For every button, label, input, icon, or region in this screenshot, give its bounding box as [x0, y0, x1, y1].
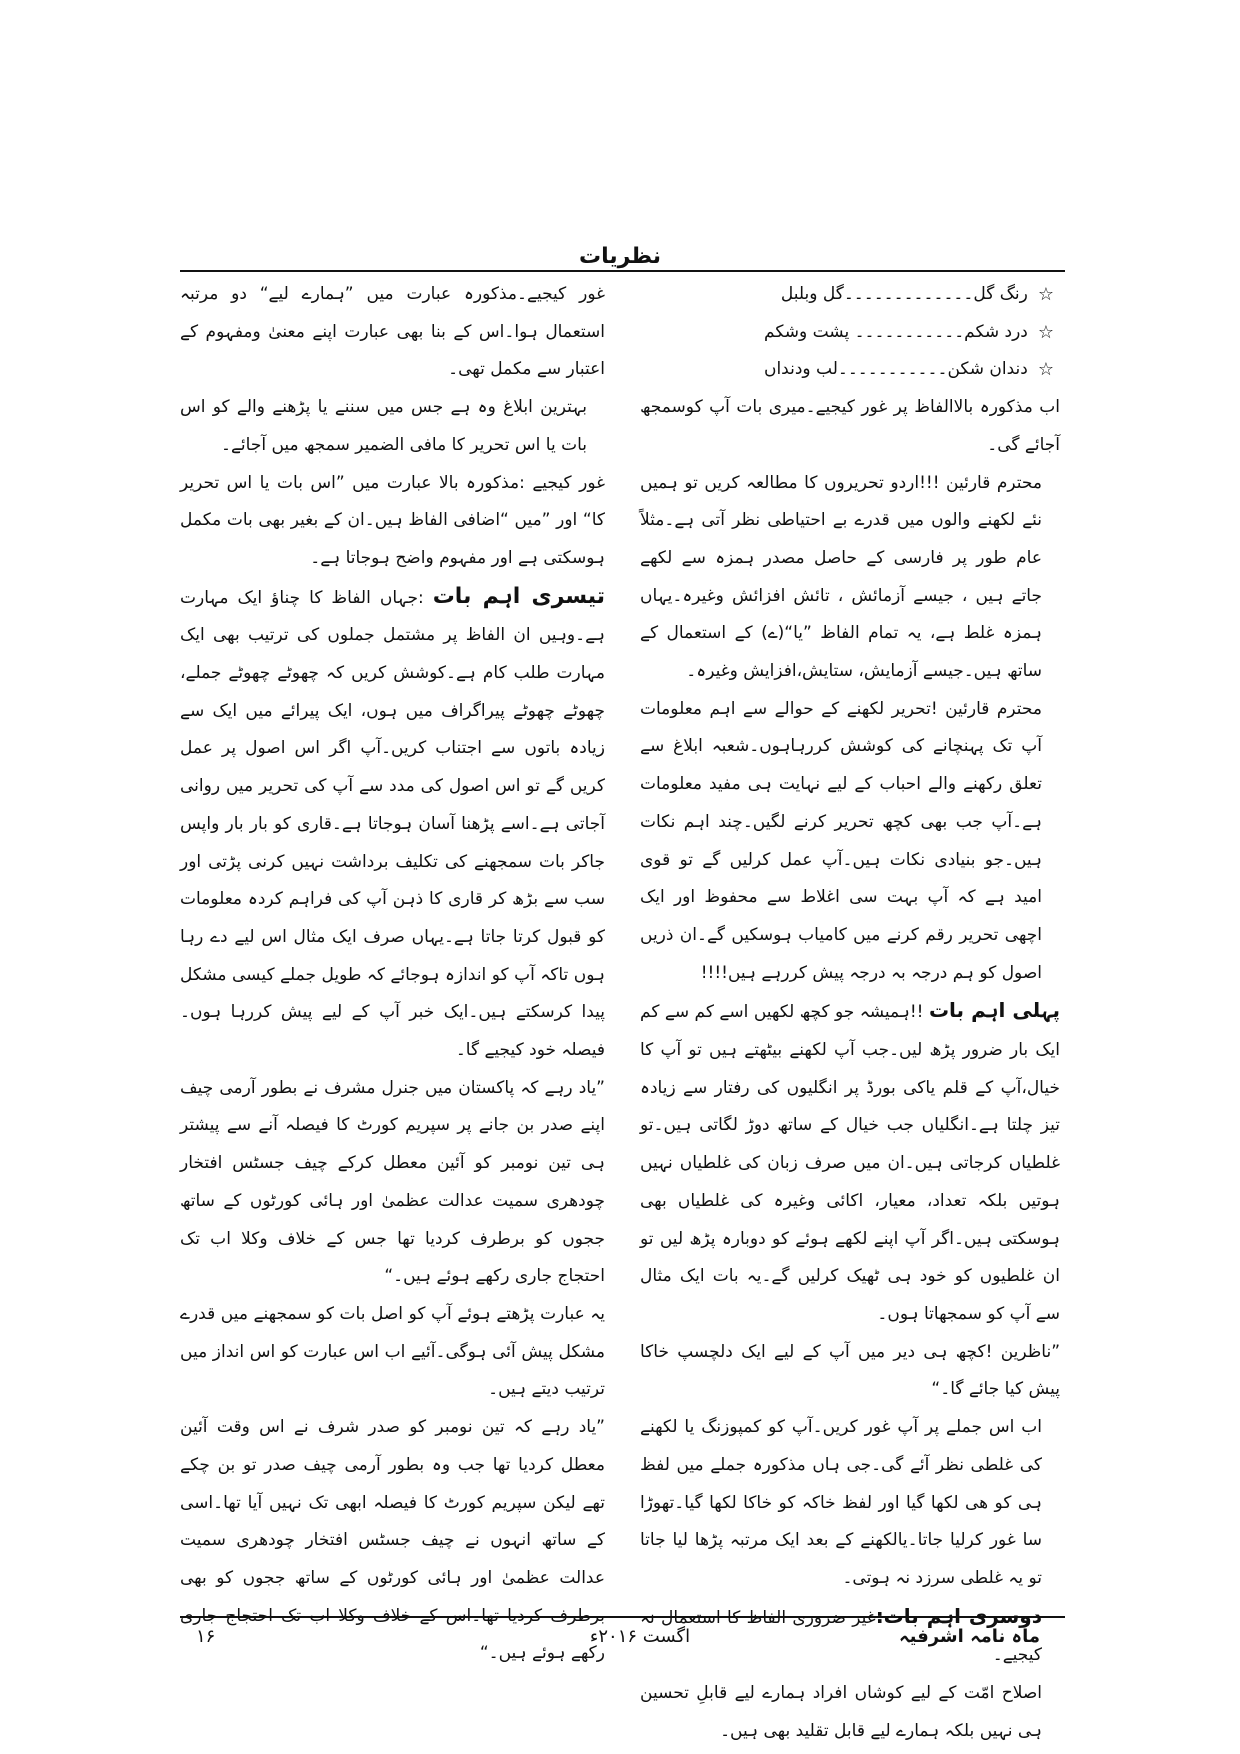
section-heading: تیسری اہم بات — [432, 583, 606, 609]
paragraph: اب اس جملے پر آپ غور کریں۔آپ کو کمپوزنگ یا لکھنے کی غلطی نظر آئے گی۔جی ہاں مذکورہ جملے میں لفظ ہی کو ھی لکھا گیا اور لفظ خاکہ کو خاکا لکھا گیا۔تھوڑا سا غور کرلیا جاتا۔یالکھنے کے بعد ایک مرتبہ پڑھا لیا جاتا تو یہ غلطی سرزد نہ ہوتی۔ — [640, 1417, 1042, 1588]
paragraph: محترم قارئین !!!اردو تحریروں کا مطالعہ کریں تو ہمیں نئے لکھنے والوں میں قدرے بے احتیاطی نظر آتی ہے۔مثلاً عام طور پر فارسی کے حاصل مصدر ہمزہ سے لکھے جاتے ہیں ، جیسے آزمائش ، تائش افزائش وغیرہ۔یہاں ہمزہ غلط ہے، یہ تمام الفاظ ”یا“(ے) کے استعمال کے ساتھ ہیں۔جیسے آزمایش، ستایش،افزایش وغیرہ۔ — [640, 472, 1042, 682]
paragraph: غور کیجیے :مذکورہ بالا عبارت میں ”اس بات یا اس تحریر کا“ اور ”میں “اضافی الفاظ ہیں۔ان کے بغیر بھی بات مکمل ہوسکتی ہے اور مفہوم واضح ہوجاتا ہے۔ — [180, 472, 605, 568]
header-rule — [180, 270, 1065, 272]
paragraph: بہترین ابلاغ وہ ہے جس میں سننے یا پڑھنے والے کو اس بات یا اس تحریر کا مافی الضمیر سمجھ میں آجائے۔ — [180, 397, 587, 455]
section-text: غیر ضروری الفاظ کا استعمال نہ کیجیے۔ — [640, 1607, 1042, 1666]
section-paragraph — [640, 992, 1060, 1333]
right-column — [640, 276, 1060, 1750]
star-outline-icon: ☆ — [1037, 321, 1054, 343]
section-paragraph — [180, 578, 605, 1070]
paragraph: یہ عبارت پڑھتے ہوئے آپ کو اصل بات کو سمجھنے میں قدرے مشکل پیش آئی ہوگی۔آئیے اب اس عبارت کو اس انداز میں ترتیب دیتے ہیں۔ — [180, 1303, 605, 1400]
quote: ”یاد رہے کہ پاکستان میں جنرل مشرف نے بطور آرمی چیف اپنے صدر بن جانے پر سپریم کورٹ کا فیصلہ آنے سے پیشتر ہی تین نومبر کو آئین معطل کرکے چیف جسٹس افتخار چودھری سمیت عدالت عظمیٰ اور ہائی کورٹوں کے ساتھ ججوں کو برطرف کردیا تھا جس کے خلاف وکلا اب تک احتجاج جاری رکھے ہوئے ہیں۔“ — [180, 1077, 605, 1287]
section-text: :جہاں الفاظ کا چناؤ ایک مہارت ہے۔وہیں ان الفاظ پر مشتمل جملوں کی ترتیب بھی ایک مہارت طلب کام ہے۔کوشش کریں کہ چھوٹے چھوٹے جملے، چھوٹے چھوٹے پیراگراف میں ہوں، ایک پیرائے میں ایک سے زیادہ باتوں سے اجتناب کریں۔آپ اگر اس اصول پر عمل کریں گے تو اس اصول کی مدد سے آپ کی تحریر میں روانی آجاتی ہے۔اسے پڑھنا آسان ہوجاتا ہے۔قاری کو بار بار واپس جاکر بات سمجھنے کی تکلیف برداشت نہیں کرنی پڑتی اور سب سے بڑھ کر قاری کا ذہن آپ کی فراہم کردہ معلومات کو قبول کرتا جاتا ہے۔یہاں صرف ایک مثال اس لیے دے رہا ہوں تاکہ آپ کو اندازہ ہوجائے کہ طویل جملے کیسی مشکل پیدا کرسکتے ہیں۔ایک خبر آپ کے لیے پیش کررہا ہوں۔فیصلہ خود کیجیے گا۔ — [180, 587, 605, 1061]
star-outline-icon: ☆ — [1037, 284, 1054, 305]
quote: ”ناظرین !کچھ ہی دیر میں آپ کے لیے ایک دلچسپ خاکا پیش کیا جائے گا۔“ — [640, 1341, 1060, 1400]
list-item-text: رنگ گل۔۔۔۔۔۔۔۔۔۔۔۔۔گل وبلبل — [780, 284, 1028, 304]
page-number: ۱۶ — [196, 1626, 216, 1647]
section-heading: دوسری اہم بات: — [875, 1603, 1042, 1628]
paragraph: اب مذکورہ بالاالفاظ پر غور کیجیے۔میری بات آپ کوسمجھ آجائے گی۔ — [640, 397, 1060, 455]
list-item-text: دندان شکن۔۔۔۔۔۔۔۔۔۔۔لب ودنداں — [763, 359, 1028, 380]
list-item — [640, 314, 1060, 352]
list-item — [640, 276, 1060, 314]
paragraph: محترم قارئین !تحریر لکھنے کے حوالے سے اہم معلومات آپ تک پہنچانے کی کوشش کررہاہوں۔شعبہ ابلاغ سے تعلق رکھنے والے احباب کے لیے نہایت ہی مفید معلومات ہے۔آپ جب بھی کچھ تحریر کرنے لگیں۔چند اہم نکات ہیں۔جو بنیادی نکات ہیں۔آپ عمل کرلیں گے تو قوی امید ہے کہ آپ بہت سی اغلاط سے محفوظ اور ایک اچھی تحریر رقم کرنے میں کامیاب ہوسکیں گے۔ان ذریں اصول کو ہم درجہ بہ درجہ پیش کررہے ہیں!!!! — [640, 698, 1042, 983]
footer-rule — [180, 1616, 1065, 1618]
page-title: نظریات — [578, 244, 661, 269]
quote: ”یاد رہے کہ تین نومبر کو صدر شرف نے اس وقت آئین معطل کردیا تھا جب وہ بطور آرمی چیف صدر تو بن چکے تھے لیکن سپریم کورٹ کا فیصلہ ابھی تک نہیں آیا تھا۔اسی کے ساتھ انہوں نے چیف جسٹس افتخار چودھری سمیت عدالت عظمیٰ اور ہائی کورٹوں کے ساتھ ججوں کو بھی برطرف کردیا تھا۔اس کے خلاف وکلا اب تک احتجاج جاری رکھے ہوئے ہیں۔“ — [180, 1417, 605, 1664]
list-item-text: درد شکم۔۔۔۔۔۔۔۔۔۔۔ پشت وشکم — [764, 321, 1028, 342]
left-column — [180, 276, 605, 1673]
footer-magazine-name: ماہ نامہ اشرفیہ — [899, 1626, 1040, 1647]
paragraph: اصلاح امّت کے لیے کوشاں افراد ہمارے لیے قابلِ تحسین ہی نہیں بلکہ ہمارے لیے قابل تقلید بھی ہیں۔ — [640, 1683, 1042, 1741]
paragraph: غور کیجیے۔مذکورہ عبارت میں ”ہمارے لیے“ دو مرتبہ استعمال ہوا۔اس کے بنا بھی عبارت اپنے معنیٰ ومفہوم کے اعتبار سے مکمل تھی۔ — [180, 284, 605, 380]
star-outline-icon: ☆ — [1037, 359, 1054, 381]
section-heading: پہلی اہم بات — [928, 998, 1060, 1023]
footer-date: اگست ۲۰۱۶ء — [589, 1626, 691, 1647]
list-item — [640, 351, 1060, 389]
section-text: !!ہمیشہ جو کچھ لکھیں اسے کم سے کم ایک بار ضرور پڑھ لیں۔جب آپ لکھنے بیٹھتے ہیں تو آپ کا خیال،آپ کے قلم یاکی بورڈ پر انگلیوں کی رفتار سے زیادہ تیز چلتا ہے۔انگلیاں جب خیال کے ساتھ دوڑ لگاتی ہیں۔تو غلطیاں کرجاتی ہیں۔ان میں صرف زبان کی غلطیاں نہیں ہوتیں بلکہ تعداد، معیار، اکائی وغیرہ کی غلطیاں بھی ہوسکتی ہیں۔اگر آپ اپنے لکھے ہوئے کو دوبارہ پڑھ لیں تو ان غلطیوں کو خود ہی ٹھیک کرلیں گے۔یہ بات ایک مثال سے آپ کو سمجھاتا ہوں۔ — [640, 1002, 1060, 1324]
